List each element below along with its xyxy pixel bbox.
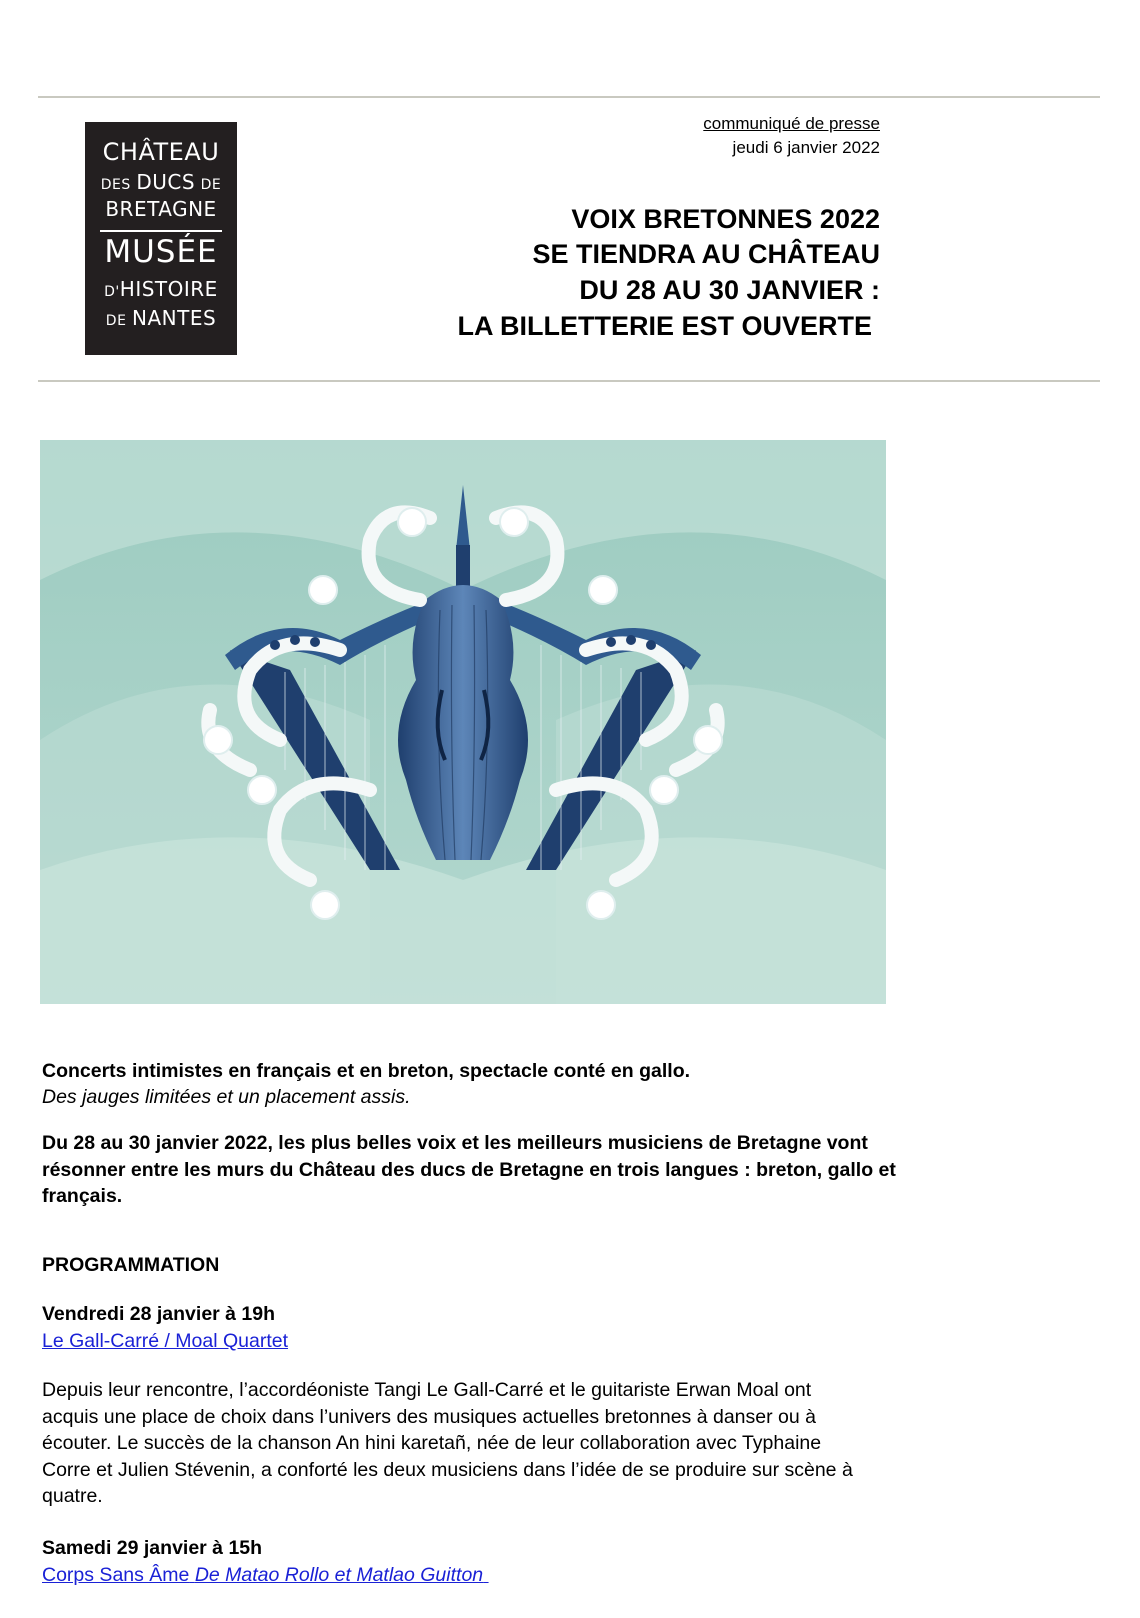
logo-divider	[100, 230, 222, 232]
event-2-link-authors: De Matao Rollo et Matlao Guitton	[194, 1564, 484, 1586]
event-2-link[interactable]	[42, 1564, 489, 1586]
logo-line: CHÂTEAU	[102, 138, 220, 166]
event-1-link[interactable]: Le Gall-Carré / Moal Quartet	[42, 1330, 289, 1352]
headline-line-1: VOIX BRETONNES 2022	[571, 204, 880, 234]
logo-line: BRETAGNE	[105, 197, 217, 221]
logo-line: DE NANTES	[105, 306, 217, 330]
museum-logo	[85, 122, 237, 355]
logo-line: DES DUCS DE	[100, 170, 222, 194]
headline-line-2: SE TIENDRA AU CHÂTEAU	[532, 239, 880, 269]
document-type-label: communiqué de presse	[703, 114, 880, 133]
programme-heading: PROGRAMMATION	[42, 1254, 220, 1276]
headline-line-3: DU 28 AU 30 JANVIER :	[579, 275, 880, 305]
intro-subline: Des jauges limitées et un placement assis.	[42, 1086, 411, 1108]
headline-line-4: LA BILLETTERIE EST OUVERTE	[457, 311, 872, 341]
event-2-link-title: Corps Sans Âme	[42, 1564, 190, 1586]
intro-summary: Du 28 au 30 janvier 2022, les plus belles voix et les meilleurs musiciens de Bretagne vont résonner entre les murs du Château des ducs de Bretagne en trois langues : breton, gallo et français.	[42, 1132, 896, 1207]
event-1-description: Depuis leur rencontre, l’accordéoniste Tangi Le Gall-Carré et le guitariste Erwan Moal ont acquis une place de choix dans l’univers des musiques actuelles bretonnes à danser ou à écouter. Le succès de la chanson An hini karetañ, née de leur collaboration avec Typhaine Corre et Julien Stévenin, a conforté les deux musiciens dans l’idée de se produire sur scène à quatre.	[42, 1379, 853, 1507]
logo-line: D'HISTOIRE	[104, 277, 218, 301]
event-1-link-row	[42, 1328, 902, 1355]
event-2-link-row	[42, 1562, 902, 1589]
voix-bretonnes-illustration	[40, 440, 886, 1004]
intro-lead: Concerts intimistes en français et en breton, spectacle conté en gallo.	[42, 1060, 691, 1082]
top-rule	[38, 96, 1100, 98]
logo-line: MUSÉE	[104, 234, 218, 270]
header-bottom-rule	[38, 380, 1100, 382]
event-1-datetime: Vendredi 28 janvier à 19h	[42, 1303, 276, 1325]
release-date: jeudi 6 janvier 2022	[732, 138, 880, 157]
event-2-datetime: Samedi 29 janvier à 15h	[42, 1537, 263, 1559]
